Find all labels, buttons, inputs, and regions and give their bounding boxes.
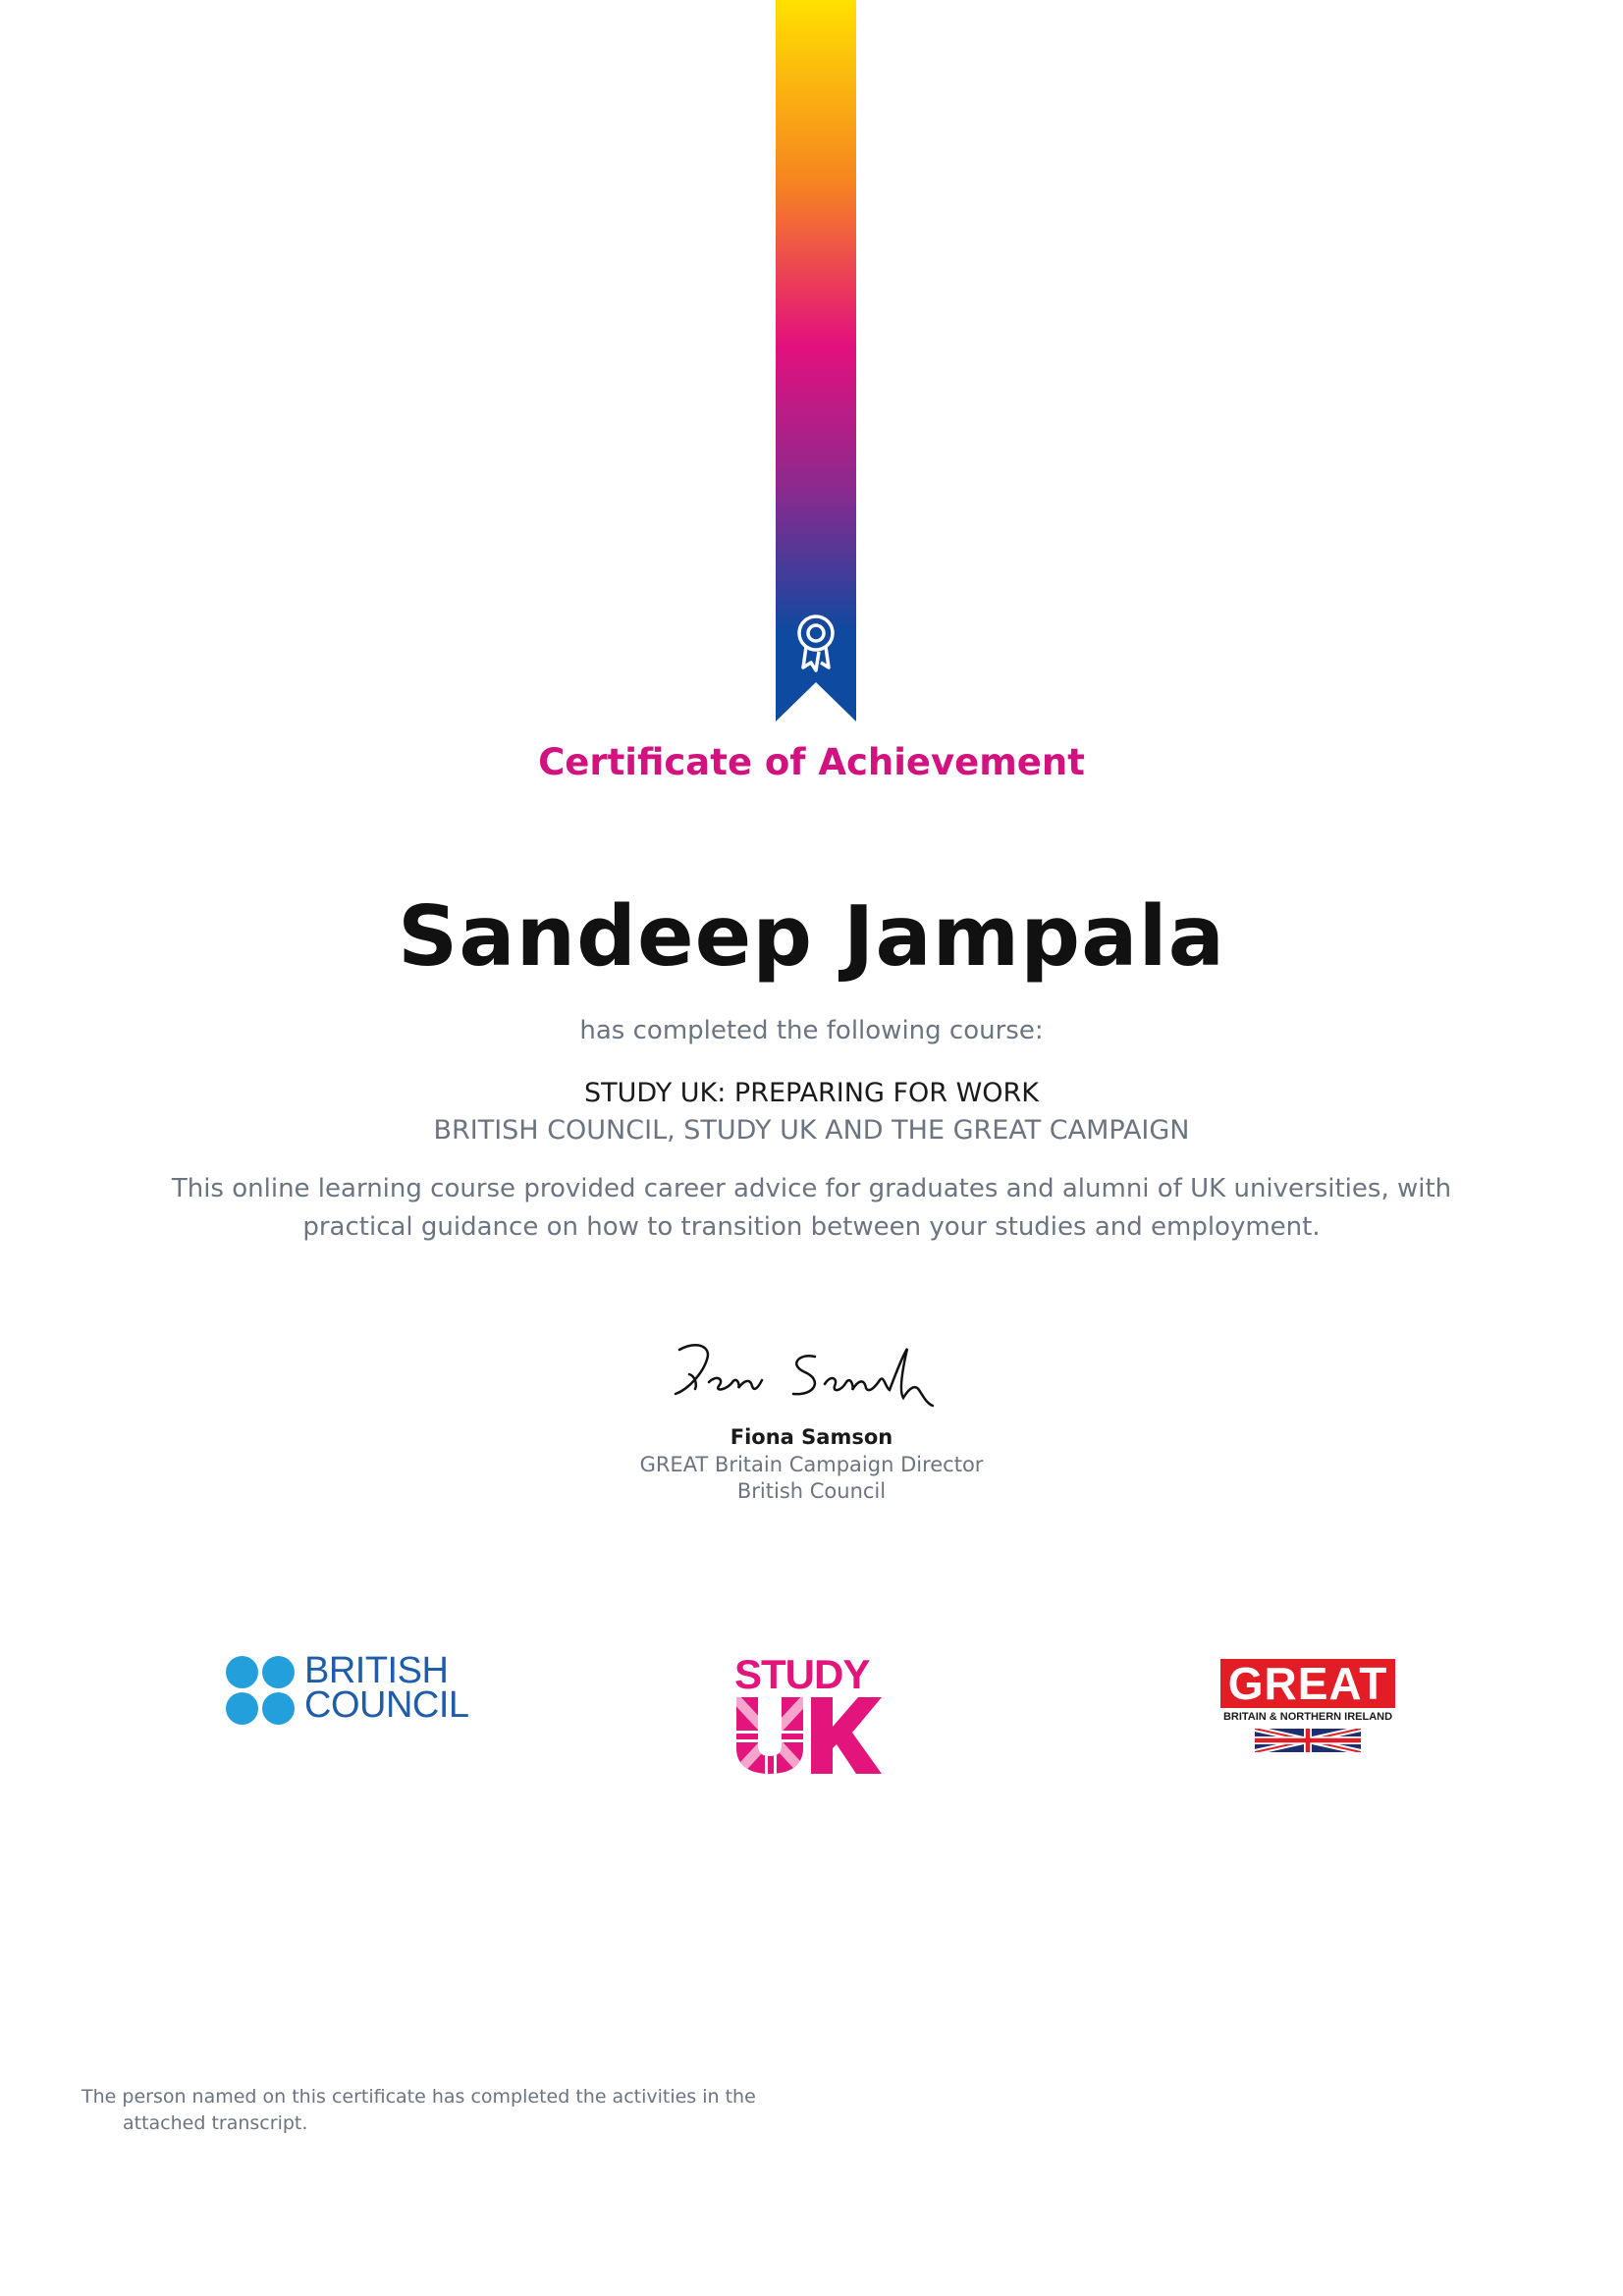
british-council-dots-icon: [226, 1656, 297, 1727]
great-campaign-logo: [1220, 1659, 1397, 1757]
signatory-role: GREAT Britain Campaign Director: [639, 1453, 984, 1476]
british-council-wordmark: COUNCIL: [304, 1684, 469, 1726]
footer-note-line: The person named on this certificate has completed the activities in the: [81, 2086, 756, 2108]
british-council-wordmark: BRITISH: [304, 1650, 449, 1691]
ribbon-banner: [776, 0, 856, 721]
certificate-heading: Certificate of Achievement: [538, 741, 1085, 783]
footer-note: [81, 2084, 769, 2137]
signatory-name: Fiona Samson: [730, 1425, 893, 1449]
course-title: STUDY UK: PREPARING FOR WORK: [583, 1078, 1040, 1108]
signatory-organisation: British Council: [736, 1479, 887, 1503]
study-uk-logo: [734, 1651, 882, 1777]
great-subtitle: BRITAIN & NORTHERN IRELAND: [1222, 1711, 1393, 1723]
union-flag-icon: [1255, 1729, 1361, 1752]
study-uk-wordmark: STUDY: [734, 1651, 870, 1697]
course-description-line: This online learning course provided career advice for graduates and alumni of UK universities, with: [171, 1174, 1452, 1203]
learner-name: Sandeep Jampala: [398, 888, 1225, 986]
union-flag-uk-letters-icon: [734, 1697, 882, 1776]
course-description-line: practical guidance on how to transition between your studies and employment.: [302, 1212, 1321, 1242]
british-council-logo: [226, 1650, 471, 1733]
course-organisers: BRITISH COUNCIL, STUDY UK AND THE GREAT CAMPAIGN: [433, 1115, 1190, 1146]
handwritten-signature: [668, 1335, 962, 1423]
footer-note-line: attached transcript.: [123, 2112, 308, 2134]
course-description: [0, 1170, 1623, 1247]
great-wordmark: GREAT: [1220, 1659, 1395, 1708]
completion-statement: has completed the following course:: [579, 1016, 1044, 1045]
